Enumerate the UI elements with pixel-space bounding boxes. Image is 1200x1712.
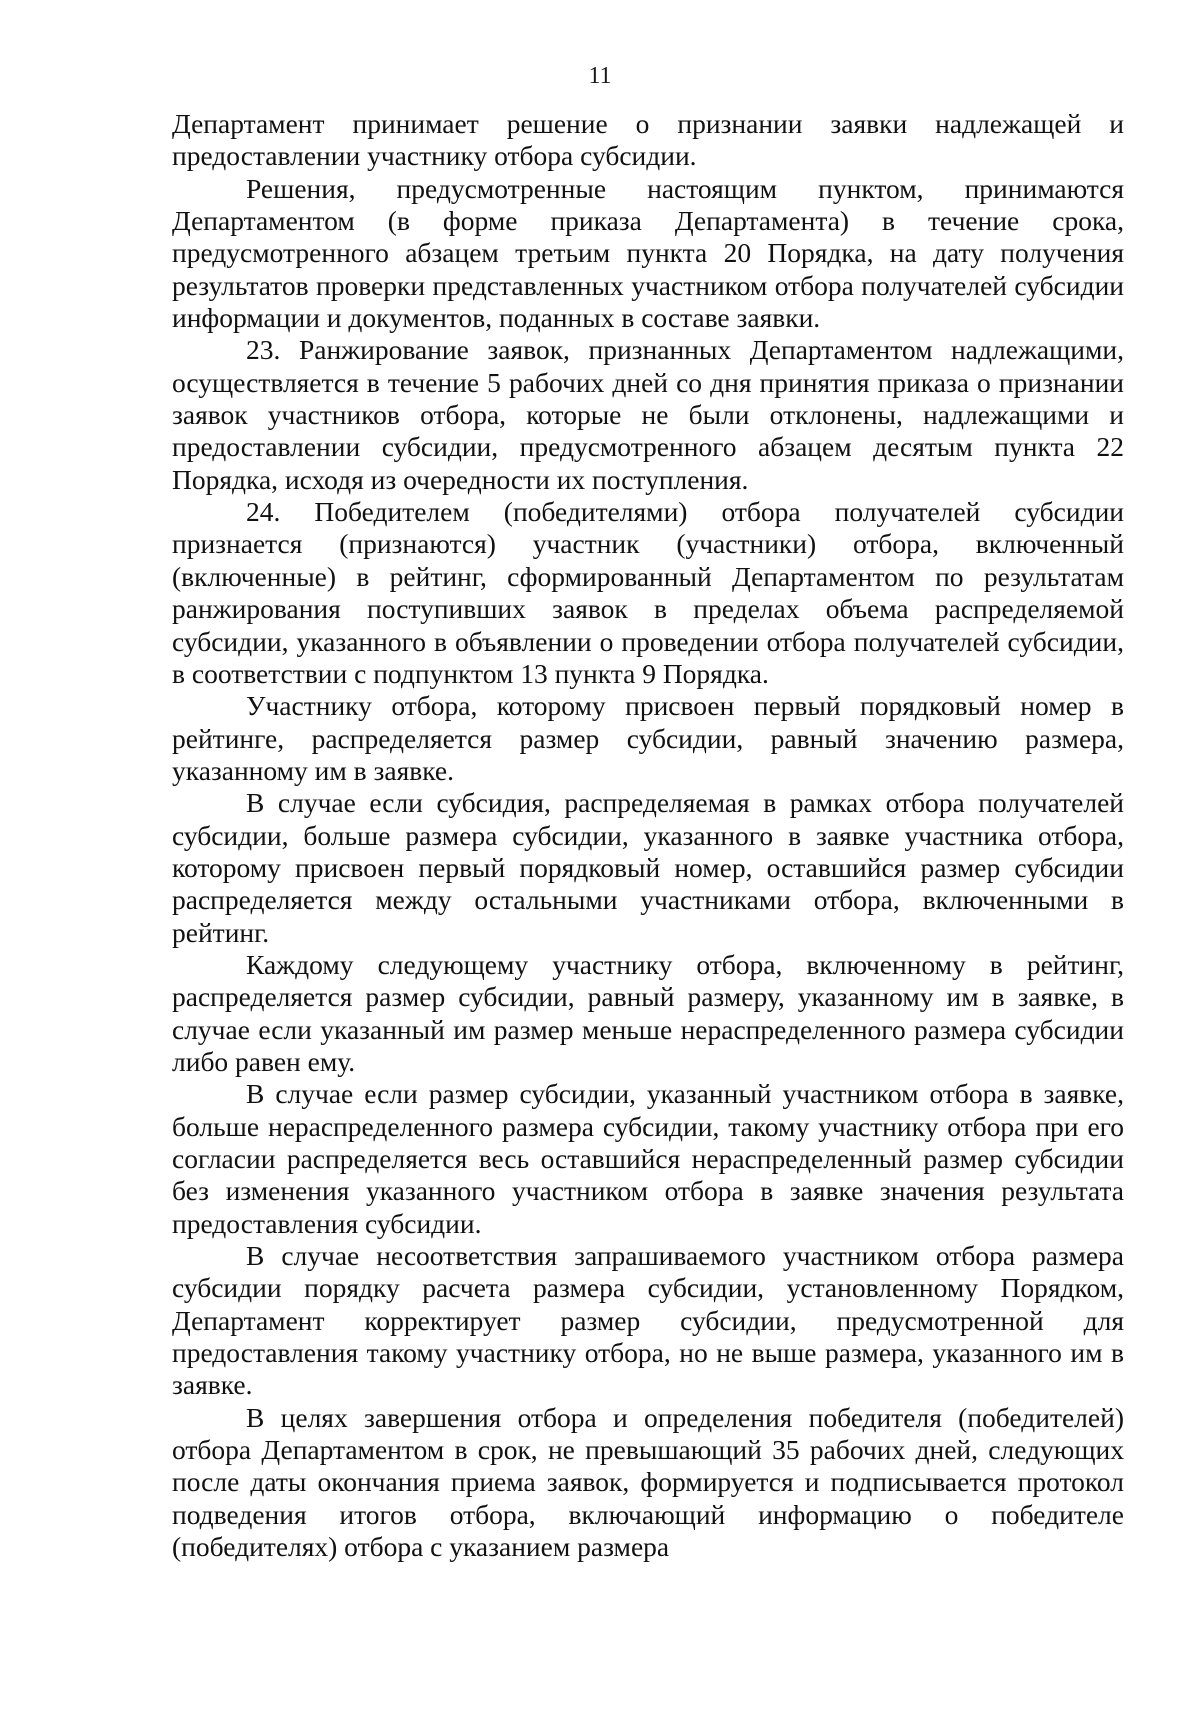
paragraph-decision-statement: Департамент принимает решение о признании заявки надлежащей и предоставлении участнику отбора субсидии. (172, 108, 1124, 172)
paragraph-protocol-formation: В целях завершения отбора и определения победителя (победителей) отбора Департаментом в срок, не превышающий 35 рабочих дней, следующих после даты окончания приема заявок, формируется и подписывается протокол подведения итогов отбора, включающий информацию о победителе (победителях) отбора с указанием размера (172, 1401, 1124, 1563)
paragraph-clause-24-winners: 24. Победителем (победителями) отбора получателей субсидии признается (признаются) участник (участники) отбора, включенный (включенные) в рейтинг, сформированный Департаментом по результатам ранжирования поступивших заявок в пределах объема распределяемой субсидии, указанного в объявлении о проведении отбора получателей субсидии, в соответствии с подпунктом 13 пункта 9 Порядка. (172, 496, 1124, 689)
paragraph-next-participant: Каждому следующему участнику отбора, включенному в рейтинг, распределяется размер субсидии, равный размеру, указанному им в заявке, в случае если указанный им размер меньше нераспределенного размера субсидии либо равен ему. (172, 948, 1124, 1077)
paragraph-first-rank-participant: Участнику отбора, которому присвоен первый порядковый номер в рейтинге, распределяется размер субсидии, равный значению размера, указанному им в заявке. (172, 690, 1124, 786)
paragraph-remaining-distribution: В случае если субсидия, распределяемая в рамках отбора получателей субсидии, больше размера субсидии, указанного в заявке участника отбора, которому присвоен первый порядковый номер, оставшийся размер субсидии распределяется между остальными участниками отбора, включенными в рейтинг. (172, 787, 1124, 948)
page-number: 11 (588, 63, 612, 89)
paragraph-decisions-timing: Решения, предусмотренные настоящим пунктом, принимаются Департаментом (в форме приказа Департамента) в течение срока, предусмотренного абзацем третьим пункта 20 Порядка, на дату получения результатов проверки представленных участником отбора получателей субсидии информации и документов, поданных в составе заявки. (172, 172, 1124, 334)
paragraph-clause-23-ranking: 23. Ранжирование заявок, признанных Департаментом надлежащими, осуществляется в течение 5 рабочих дней со дня принятия приказа о признании заявок участников отбора, которые не были отклонены, надлежащими и предоставлении субсидии, предусмотренного абзацем десятым пункта 22 Порядка, исходя из очередности их поступления. (172, 334, 1124, 495)
document-body (172, 108, 1124, 1563)
paragraph-exceeding-amount: В случае если размер субсидии, указанный участником отбора в заявке, больше нераспределенного размера субсидии, такому участнику отбора при его согласии распределяется весь оставшийся нераспределенный размер субсидии без изменения указанного участником отбора в заявке значения результата предоставления субсидии. (172, 1078, 1124, 1239)
paragraph-amount-correction: В случае несоответствия запрашиваемого участником отбора размера субсидии порядку расчета размера субсидии, установленному Порядком, Департамент корректирует размер субсидии, предусмотренной для предоставления такому участнику отбора, но не выше размера, указанного им в заявке. (172, 1240, 1124, 1401)
